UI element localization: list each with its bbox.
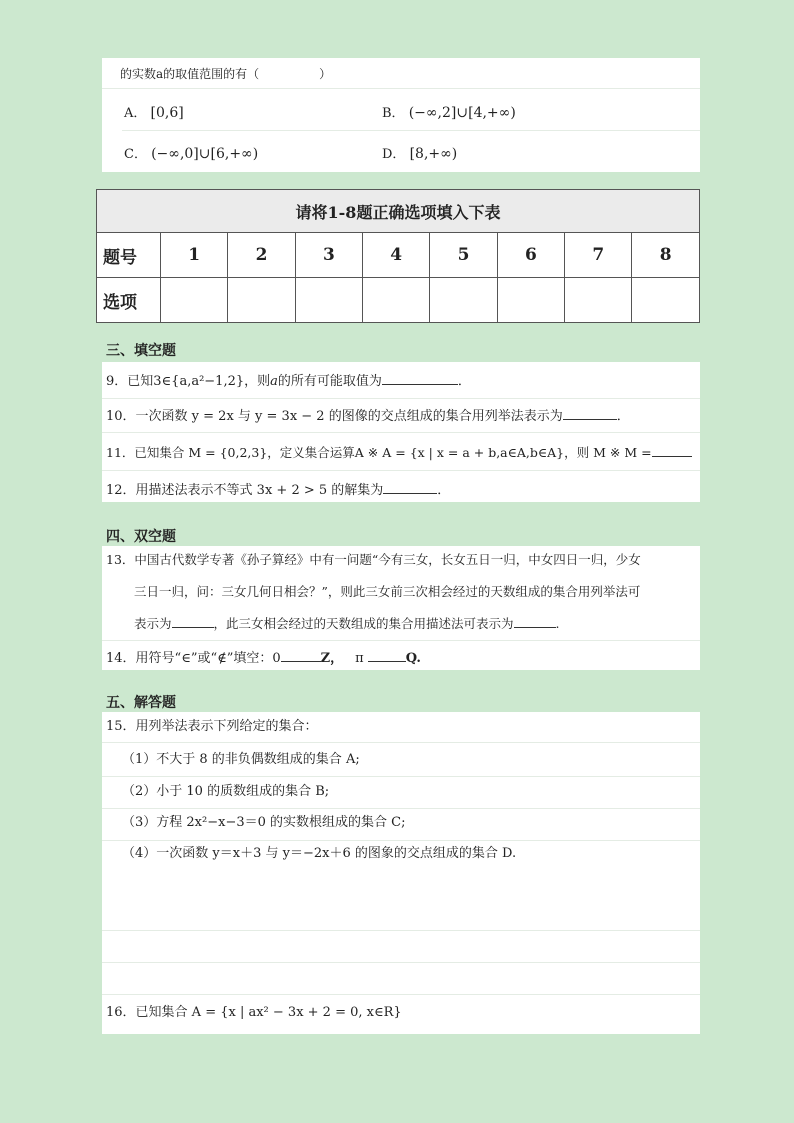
answer-cell[interactable]: [430, 278, 497, 323]
divider: [102, 776, 700, 777]
row-header-number: 题号: [97, 233, 161, 278]
answer-blank[interactable]: [172, 615, 214, 628]
answer-cell[interactable]: [295, 278, 362, 323]
answer-cell[interactable]: [228, 278, 295, 323]
answer-cell[interactable]: [161, 278, 228, 323]
option-c: [124, 143, 258, 162]
option-d: [382, 143, 457, 162]
answer-cell[interactable]: [363, 278, 430, 323]
divider: [102, 640, 700, 641]
question-12: 12．用描述法表示不等式 3x + 2 > 5 的解集为 ．: [106, 483, 451, 498]
answer-cell[interactable]: [565, 278, 632, 323]
answer-blank[interactable]: [514, 615, 556, 628]
divider: [102, 994, 700, 995]
answer-blank[interactable]: [652, 444, 692, 457]
answer-blank[interactable]: [383, 481, 437, 494]
question-13-line2: 三日一归，问：三女几何日相会？”，则此三女前三次相会经过的天数组成的集合用列举法可: [134, 584, 641, 599]
option-b: [382, 102, 516, 121]
option-b-label: B．: [382, 106, 405, 121]
divider: [102, 962, 700, 963]
divider: [102, 398, 700, 399]
question-number-cell: 7: [565, 233, 632, 278]
answer-blank[interactable]: [563, 407, 617, 420]
divider: [102, 88, 700, 89]
option-a-label: A．: [124, 106, 147, 121]
q8-tail: 的实数a的取值范围的有（ ）: [120, 67, 332, 81]
question-number-cell: 5: [430, 233, 497, 278]
question-13-line3: 表示为 ，此三女相会经过的天数组成的集合用描述法可表示为 .: [134, 616, 560, 631]
answer-cell[interactable]: [497, 278, 564, 323]
question-number-cell: 6: [497, 233, 564, 278]
section-heading-fill-blank: 三、填空题: [106, 343, 176, 359]
divider: [102, 742, 700, 743]
question-number-cell: 3: [295, 233, 362, 278]
question-14: 14．用符号“∈”或“∉”填空：0 Z， π Q.: [106, 651, 421, 666]
question-number-cell: 4: [363, 233, 430, 278]
divider: [122, 130, 700, 131]
divider: [102, 840, 700, 841]
option-d-value: [8,+∞): [409, 146, 458, 162]
divider: [102, 470, 700, 471]
section-heading-double-blank: 四、双空题: [106, 529, 176, 545]
question-9: 9．已知3∈{a,a²−1,2}，则a的所有可能取值为 ．: [106, 374, 471, 389]
question-15-item: （2）小于 10 的质数组成的集合 B;: [122, 784, 330, 799]
question-number-cell: 1: [161, 233, 228, 278]
section-heading-solutions: 五、解答题: [106, 695, 176, 711]
option-a-value: [0,6]: [150, 105, 184, 121]
answer-blank[interactable]: [368, 649, 406, 662]
option-b-value: (−∞,2]∪[4,+∞): [408, 105, 516, 121]
question-15-item: （1）不大于 8 的非负偶数组成的集合 A;: [122, 752, 360, 767]
option-a: [124, 102, 184, 121]
question-11: 11．已知集合 M = {0,2,3}，定义集合运算A ※ A = {x | x = a + b,a∈A,b∈A}，则 M ※ M =: [106, 444, 692, 461]
option-c-value: (−∞,0]∪[6,+∞): [151, 146, 259, 162]
question-15-item: （4）一次函数 y＝x＋3 与 y＝−2x＋6 的图象的交点组成的集合 D.: [122, 846, 517, 861]
question-15-intro: 15．用列举法表示下列给定的集合：: [106, 719, 318, 734]
question-13-line1: 13．中国古代数学专著《孙子算经》中有一问题“今有三女，长女五日一归，中女四日一归，少女: [106, 552, 641, 567]
answer-table-title: 请将1-8题正确选项填入下表: [97, 190, 700, 233]
question-10: 10．一次函数 y = 2x 与 y = 3x − 2 的图像的交点组成的集合用列举法表示为 ．: [106, 409, 630, 424]
question-16: 16．已知集合 A = {x | ax² − 3x + 2 = 0, x∈R}: [106, 1005, 402, 1020]
option-c-label: C．: [124, 147, 147, 162]
question-number-cell: 2: [228, 233, 295, 278]
divider: [102, 432, 700, 433]
answer-cell[interactable]: [632, 278, 700, 323]
question-number-cell: 8: [632, 233, 700, 278]
divider: [102, 808, 700, 809]
option-d-label: D．: [382, 147, 406, 162]
question-15-item: （3）方程 2x²−x−3＝0 的实数根组成的集合 C;: [122, 815, 406, 830]
answer-blank[interactable]: [382, 372, 458, 385]
answer-table: [96, 189, 700, 323]
row-header-option: 选项: [97, 278, 161, 323]
divider: [102, 930, 700, 931]
answer-blank[interactable]: [281, 649, 321, 662]
